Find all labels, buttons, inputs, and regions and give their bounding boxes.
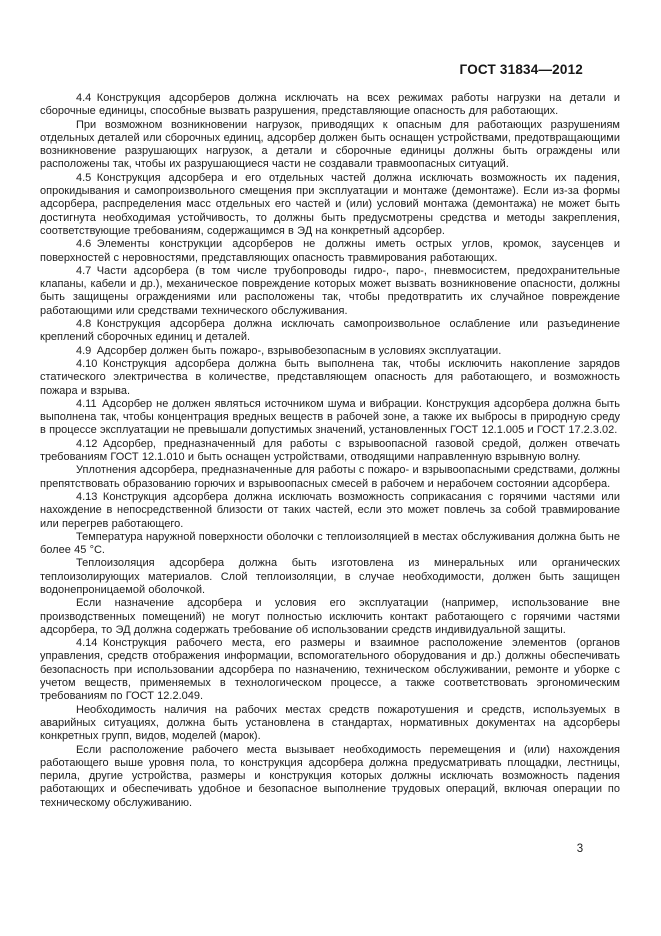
clause-4-14-para-2: Необходимость наличия на рабочих местах средств пожаротушения и средств, используемых в аварийных ситуациях, должна быть установлена в стандартах, нормативных документах на адсорберы конкретных групп, видов, моделей (марок). xyxy=(40,703,620,743)
clause-4-12: 4.12 Адсорбер, предназначенный для работы с взрывоопасной газовой средой, должен отвечать требованиям ГОСТ 12.1.010 и быть оснащен устройствами, отводящими направленную взрывную волну. xyxy=(40,437,620,464)
clause-4-10: 4.10 Конструкция адсорбера должна быть выполнена так, чтобы исключить накопление зарядов статического электричества в количестве, представляющем опасность для работающего, и возможность пожара и взрыва. xyxy=(40,357,620,397)
clause-4-6: 4.6 Элементы конструкции адсорберов не должны иметь острых углов, кромок, заусенцев и поверхностей с неровностями, представляющих опасность травмирования работающих. xyxy=(40,238,620,264)
clause-4-14: 4.14 Конструкция рабочего места, его размеры и взаимное расположение элементов (органов управления, средств отображения информации, вспомогательного оборудования и др.) должны обеспечивать безопасность при использовании адсорбера по назначению, техническом обслуживании, ремонте и уборке с учетом веществ, применяемых в технологическом процессе, а также соответствовать эргономическим требованиям по ГОСТ 12.2.049. xyxy=(40,637,620,703)
clause-4-14-para-3: Если расположение рабочего места вызывает необходимость перемещения и (или) нахождения работающего выше уровня пола, то конструкция адсорбера должна предусматривать площадки, лестницы, перила, другие устройства, размеры и конструкция которых должны исключать возможность падения работающих и обеспечивать удобное и безопасное выполнение трудовых операций, включая операции по техническому обслуживанию. xyxy=(40,743,620,809)
clause-4-12-para-2: Уплотнения адсорбера, предназначенные для работы с пожаро- и взрывоопасными средствами, должны препятствовать образованию горючих и взрывоопасных смесей в рабочем и нерабочем состоянии адсорбера. xyxy=(40,464,620,490)
clause-4-11: 4.11 Адсорбер не должен являться источником шума и вибрации. Конструкция адсорбера должна быть выполнена так, чтобы концентрация вредных веществ в рабочей зоне, а также их выбросы в природную среду в процессе эксплуатации не превышали допустимых значений, установленных ГОСТ 12.1.005 и ГОСТ 17.2.3.02. xyxy=(40,397,620,437)
document-body xyxy=(40,92,620,810)
clause-4-13: 4.13 Конструкция адсорбера должна исключать возможность соприкасания с горячими частями или нахождение в непосредственной близости от таких частей, если это может повлечь за собой травмирование или перегрев работающего. xyxy=(40,490,620,530)
clause-4-4: 4.4 Конструкция адсорберов должна исключать на всех режимах работы нагрузки на детали и сборочные единицы, способные вызвать разрушения, представляющие опасность для работающих. xyxy=(40,92,620,118)
clause-4-8: 4.8 Конструкция адсорбера должна исключать самопроизвольное ослабление или разъединение креплений сборочных единиц и деталей. xyxy=(40,318,620,344)
clause-4-13-para-3: Теплоизоляция адсорбера должна быть изготовлена из минеральных или органических теплоизолирующих материалов. Слой теплоизоляции, в случае необходимости, должен быть защищен водонепроницаемой оболочкой. xyxy=(40,557,620,596)
clause-4-5: 4.5 Конструкция адсорбера и его отдельных частей должна исключать возможность их падения, опрокидывания и самопроизвольного смещения при эксплуатации и монтаже (демонтаже). Если из-за формы адсорбера, распределения масс отдельных его частей и (или) условий монтажа (демонтажа) не может быть достигнута необходимая устойчивость, то должны быть предусмотрены средства и методы закрепления, соответствующие требованиям, содержащимся в ЭД на конкретный адсорбер. xyxy=(40,171,620,237)
clause-4-13-para-2: Температура наружной поверхности оболочки с теплоизоляцией в местах обслуживания должна быть не более 45 °С. xyxy=(40,530,620,557)
running-header-standard-designation: ГОСТ 31834—2012 xyxy=(459,62,583,77)
page-number: 3 xyxy=(576,843,584,855)
clause-4-7: 4.7 Части адсорбера (в том числе трубопроводы гидро-, паро-, пневмосистем, предохранительные клапаны, кабели и др.), механическое повреждение которых может вызвать возникновение опасности, должны быть защищены ограждениями или расположены так, чтобы предотвратить их случайное повреждение работающими или средствами технического обслуживания. xyxy=(40,264,620,317)
clause-4-13-para-4: Если назначение адсорбера и условия его эксплуатации (например, использование вне производственных помещений) не могут полностью исключить контакт работающего с горячими частями адсорбера, то ЭД должна содержать требование об использовании средств индивидуальной защиты. xyxy=(40,597,620,636)
clause-4-4-para-2: При возможном возникновении нагрузок, приводящих к опасным для работающих разрушениям отдельных деталей или сборочных единиц, адсорбер должен быть оснащен устройствами, предотвращающими возникновение разрушающих нагрузок, а детали и сборочные единицы должны быть ограждены или расположены так, чтобы их разрушающиеся части не создавали травмоопасных ситуаций. xyxy=(40,118,620,171)
clause-4-9: 4.9 Адсорбер должен быть пожаро-, взрывобезопасным в условиях эксплуатации. xyxy=(76,344,502,357)
